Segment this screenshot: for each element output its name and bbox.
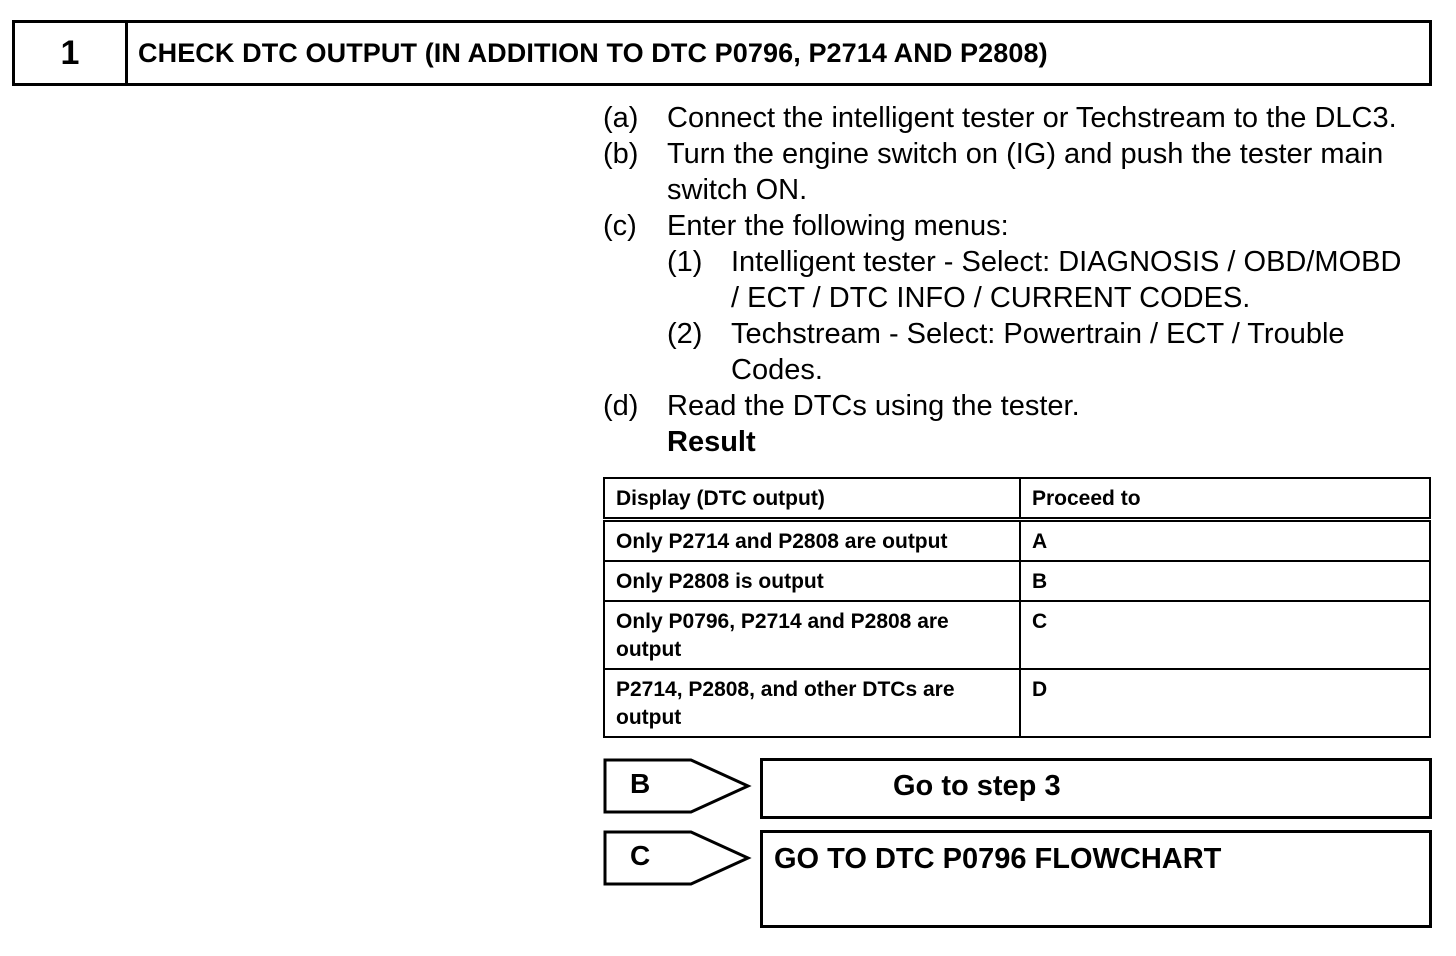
table-cell-proceed: A: [1020, 520, 1430, 562]
instructions: [603, 100, 1443, 460]
table-cell-display: Only P0796, P2714 and P2808 are output: [604, 601, 1020, 669]
instruction-text: Codes.: [731, 354, 823, 386]
instruction-text: Read the DTCs using the tester.: [667, 390, 1080, 422]
table-cell-proceed: C: [1020, 601, 1430, 669]
instruction-b: [603, 136, 1443, 172]
instruction-marker: (1): [667, 246, 703, 278]
instruction-c1-cont: [603, 280, 1443, 316]
table-header-row: [604, 478, 1430, 520]
table-cell-display: P2714, P2808, and other DTCs are output: [604, 669, 1020, 737]
instruction-a: [603, 100, 1443, 136]
table-cell-display: Only P2808 is output: [604, 561, 1020, 601]
flow-letter: B: [630, 768, 651, 799]
flow-target-text: GO TO DTC P0796 FLOWCHART: [774, 843, 1222, 875]
table-row: [604, 561, 1430, 601]
instruction-c: [603, 208, 1443, 244]
goto-flowchart-box[interactable]: [760, 830, 1432, 928]
result-label: Result: [667, 426, 756, 458]
instruction-b-cont: [603, 172, 1443, 208]
instruction-c2: [603, 316, 1443, 352]
instruction-text: Connect the intelligent tester or Techstream to the DLC3.: [667, 102, 1397, 134]
instruction-text: Turn the engine switch on (IG) and push the tester main: [667, 138, 1384, 170]
result-line: [603, 424, 1443, 460]
table-cell-proceed: B: [1020, 561, 1430, 601]
flow-target-text: Go to step 3: [893, 770, 1061, 802]
result-table: [603, 477, 1431, 738]
step-title: CHECK DTC OUTPUT (IN ADDITION TO DTC P0796, P2714 AND P2808): [138, 37, 1048, 68]
instruction-marker: (b): [603, 138, 639, 170]
instruction-marker: (2): [667, 318, 703, 350]
flow-letter: C: [630, 840, 651, 871]
instruction-text: / ECT / DTC INFO / CURRENT CODES.: [731, 282, 1251, 314]
instruction-text: Intelligent tester - Select: DIAGNOSIS / OBD/MOBD: [731, 246, 1402, 278]
instruction-marker: (d): [603, 390, 639, 422]
instruction-marker: (c): [603, 210, 637, 242]
column-header-proceed: Proceed to: [1020, 478, 1430, 520]
instruction-c1: [603, 244, 1443, 280]
table-cell-proceed: D: [1020, 669, 1430, 737]
step-header: [12, 20, 1432, 86]
instruction-text: switch ON.: [667, 174, 808, 206]
flow-arrow-b[interactable]: [603, 758, 753, 814]
instruction-d: [603, 388, 1443, 424]
instruction-text: Techstream - Select: Powertrain / ECT / Trouble: [731, 318, 1345, 350]
instruction-c2-cont: [603, 352, 1443, 388]
table-row: [604, 520, 1430, 562]
instruction-text: Enter the following menus:: [667, 210, 1009, 242]
table-cell-display: Only P2714 and P2808 are output: [604, 520, 1020, 562]
table-row: [604, 601, 1430, 669]
instruction-marker: (a): [603, 102, 639, 134]
arrow-shape-icon: [603, 830, 753, 886]
step-number: 1: [15, 23, 128, 83]
column-header-display: Display (DTC output): [604, 478, 1020, 520]
table-row: [604, 669, 1430, 737]
flow-arrow-c[interactable]: [603, 830, 753, 886]
goto-step-3-box[interactable]: [760, 758, 1432, 819]
arrow-shape-icon: [603, 758, 753, 814]
